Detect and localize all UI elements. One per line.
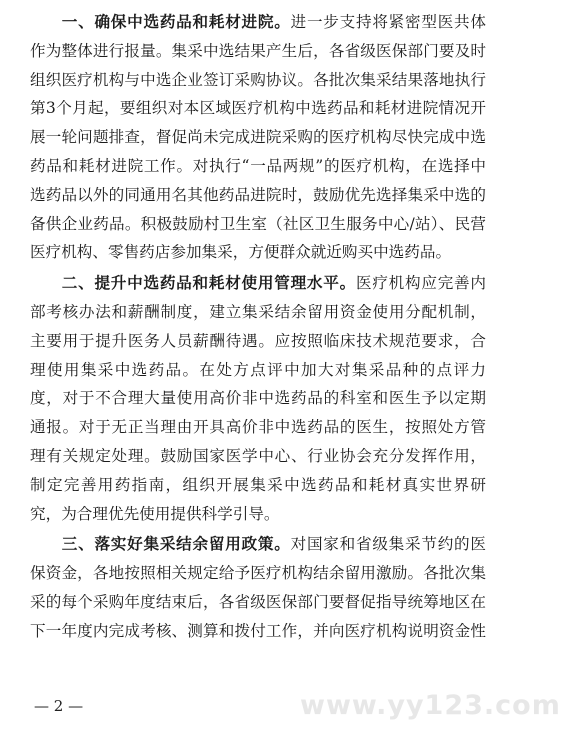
section-2 <box>30 269 486 528</box>
text-line: 展一轮问题排查，督促尚未完成进院采购的医疗机构尽快完成中选 <box>30 128 486 147</box>
text-line: 度，对于不合理大量使用高价非中选药品的科室和医生予以定期 <box>30 389 486 408</box>
text-line: 作为整体进行报量。集采中选结果产生后，各省级医保部门要及时 <box>30 41 486 60</box>
text-line: 备供企业药品。积极鼓励村卫生室（社区卫生服务中心/站）、民营 <box>30 214 486 233</box>
section-1-line-1 <box>30 8 486 37</box>
section-1-heading: 一、确保中选药品和耗材进院。 <box>61 13 291 31</box>
text-line: 下一年度内完成考核、测算和拨付工作，并向医疗机构说明资金性 <box>30 621 486 640</box>
text-line: 通报。对于无正当理由开具高价非中选药品的医生，按照处方管 <box>30 418 486 437</box>
watermark: www.yy123.com <box>300 690 561 721</box>
text-line: 理使用集采中选药品。在处方点评中加大对集采品种的点评力 <box>30 360 486 379</box>
section-2-text: 医疗机构应完善内 <box>355 274 486 293</box>
section-3-line-1 <box>30 530 486 559</box>
section-3-heading: 三、落实好集采结余留用政策。 <box>61 535 291 554</box>
section-2-line-1 <box>30 269 486 298</box>
text-line: 主要用于提升医务人员薪酬待遇。应按照临床技术规范要求，合 <box>30 331 486 350</box>
text-line: 组织医疗机构与中选企业签订采购协议。各批次集采结果落地执行 <box>30 70 486 89</box>
section-3-text: 对国家和省级集采节约的医 <box>290 535 486 554</box>
text-line: 究，为合理优先使用提供科学引导。 <box>30 504 280 523</box>
section-3 <box>30 530 486 645</box>
text-line: 医疗机构、零售药店参加集采，方便群众就近购买中选药品。 <box>30 243 452 262</box>
section-2-heading: 二、提升中选药品和耗材使用管理水平。 <box>61 274 356 293</box>
text-line: 制定完善用药指南，组织开展集采中选药品和耗材真实世界研 <box>30 475 486 494</box>
text-line: 选药品以外的同通用名其他药品进院时，鼓励优先选择集采中选的 <box>30 185 486 204</box>
text-line: 第3个月起，要组织对本区域医疗机构中选药品和耗材进院情况开 <box>30 99 486 118</box>
document-page <box>30 8 486 648</box>
text-line: 采的每个采购年度结束后，各省级医保部门要督促指导统筹地区在 <box>30 592 486 611</box>
section-1 <box>30 8 486 267</box>
text-line: 部考核办法和薪酬制度，建立集采结余留用资金使用分配机制， <box>30 302 486 321</box>
text-line: 理有关规定处理。鼓励国家医学中心、行业协会充分发挥作用， <box>30 446 486 465</box>
text-line: 药品和耗材进院工作。对执行“一品两规”的医疗机构，在选择中 <box>30 156 486 175</box>
page-number: — 2 — <box>34 697 84 715</box>
section-1-text: 进一步支持将紧密型医共体 <box>290 13 486 31</box>
text-line: 保资金，各地按照相关规定给予医疗机构结余留用激励。各批次集 <box>30 564 486 583</box>
